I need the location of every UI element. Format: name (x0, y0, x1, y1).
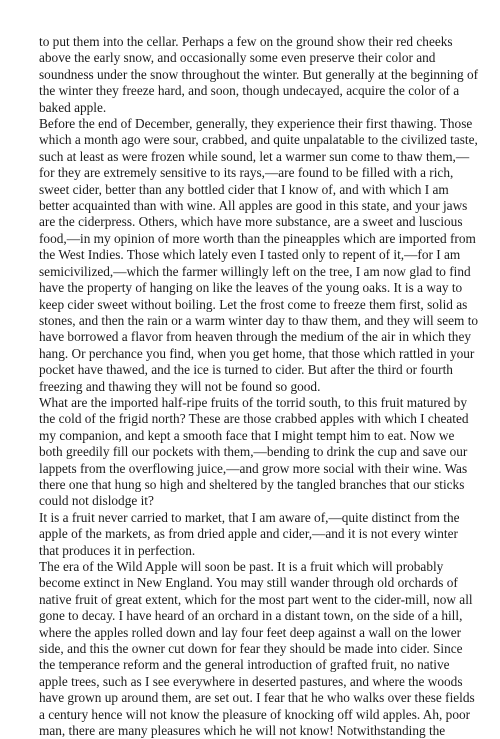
document-page (39, 34, 479, 739)
paragraph-wild-apple-era: The era of the Wild Apple will soon be past. It is a fruit which will probably become extinct in New England. You may still wander through old orchards of native fruit of great extent, which for the most part went to the cider-mill, now all gone to decay. I have heard of an orchard in a distant town, on the side of a hill, where the apples rolled down and lay four feet deep against a wall on the lower side, and this the owner cut down for fear they should be made into cider. Since the temperance reform and the general introduction of grafted fruit, no native apple trees, such as I see everywhere in deserted pastures, and where the woods have grown up around them, are set out. I fear that he who walks over these fields a century hence will not know the pleasure of knocking off wild apples. Ah, poor man, there are many pleasures which he will not know! Notwithstanding the (39, 559, 475, 739)
paragraph-imported-fruits: What are the imported half-ripe fruits of the torrid south, to this fruit matured by the cold of the frigid north? These are those crabbed apples with which I cheated my companion, and kept a smooth face that I might tempt him to eat. Now we both greedily fill our pockets with them,—bending to drink the cup and save our lappets from the overflowing juice,—and grow more social with their wine. Was there one that hung so high and sheltered by the tangled branches that our sticks could not dislodge it? (39, 394, 469, 509)
paragraph-cellar: to put them into the cellar. Perhaps a few on the ground show their red cheeks above the early snow, and occasionally some even preserve their color and soundness under the snow throughout the winter. But generally at the beginning of the winter they freeze hard, and soon, though undecayed, acquire the color of a baked apple. (39, 34, 479, 115)
paragraph-market: It is a fruit never carried to market, that I am aware of,—quite distinct from the apple of the markets, as from dried apple and cider,—and it is not every winter that produces it in perfection. (39, 509, 460, 558)
paragraph-thawing: Before the end of December, generally, they experience their first thawing. Those which a month ago were sour, crabbed, and quite unpalatable to the civilized taste, such at least as were frozen while sound, let a warmer sun come to thaw them,—for they are extremely sensitive to its rays,—are found to be filled with a rich, sweet cider, better than any bottled cider that I know of, and with which I am better acquainted than with wine. All apples are good in this state, and your jaws are the ciderpress. Others, which have more substance, are a sweet and luscious food,—in my opinion of more worth than the pineapples which are imported from the West Indies. Those which lately even I tasted only to repent of it,—for I am semicivilized,—which the farmer willingly left on the tree, I am now glad to find have the property of hanging on like the leaves of the young oaks. It is a way to keep cider sweet without boiling. Let the frost come to freeze them first, solid as stones, and then the rain or a warm winter day to thaw them, and they will seem to have borrowed a flavor from heaven through the medium of the air in which they hang. Or perchance you find, when you get home, that those which rattled in your pocket have thawed, and the ice is turned to cider. But after the third or fourth freezing and thawing they will not be found so good. (39, 116, 479, 394)
